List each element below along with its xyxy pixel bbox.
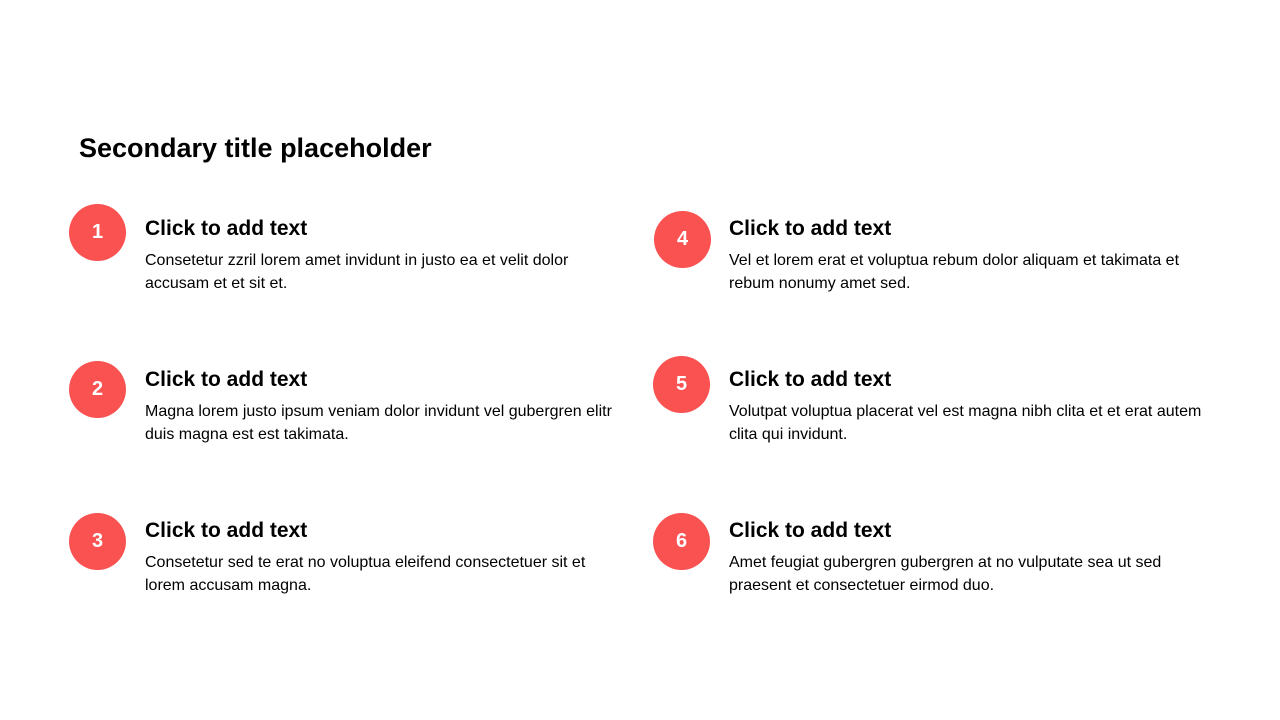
number-badge: 3 — [69, 513, 126, 570]
item-body[interactable]: Magna lorem justo ipsum veniam dolor invidunt vel gubergren elitr duis magna est est takimata. — [145, 403, 612, 443]
item-heading[interactable]: Click to add text — [145, 217, 308, 240]
number-badge: 1 — [69, 204, 126, 261]
number-badge: 5 — [653, 356, 710, 413]
item-heading[interactable]: Click to add text — [145, 368, 308, 391]
item-body[interactable]: Vel et lorem erat et voluptua rebum dolor aliquam et takimata et rebum nonumy amet sed. — [729, 252, 1180, 292]
list-item-1 — [69, 204, 629, 314]
list-item-2 — [69, 355, 629, 465]
page-title[interactable]: Secondary title placeholder — [79, 133, 432, 163]
item-heading[interactable]: Click to add text — [729, 519, 892, 542]
item-heading[interactable]: Click to add text — [145, 519, 308, 542]
item-body[interactable]: Consetetur zzril lorem amet invidunt in justo ea et velit dolor accusam et et sit et. — [145, 252, 569, 292]
item-heading[interactable]: Click to add text — [729, 217, 892, 240]
number-badge: 4 — [654, 211, 711, 268]
item-heading[interactable]: Click to add text — [729, 368, 892, 391]
list-item-4 — [653, 204, 1213, 314]
item-body[interactable]: Volutpat voluptua placerat vel est magna nibh clita et et erat autem clita qui invidunt. — [729, 403, 1202, 443]
list-item-3 — [69, 506, 629, 616]
list-item-6 — [653, 506, 1213, 616]
item-body[interactable]: Consetetur sed te erat no voluptua eleifend consectetuer sit et lorem accusam magna. — [145, 554, 586, 594]
item-body[interactable]: Amet feugiat gubergren gubergren at no vulputate sea ut sed praesent et consectetuer eirmod duo. — [729, 554, 1162, 594]
number-badge: 2 — [69, 361, 126, 418]
number-badge: 6 — [653, 513, 710, 570]
list-item-5 — [653, 355, 1213, 465]
